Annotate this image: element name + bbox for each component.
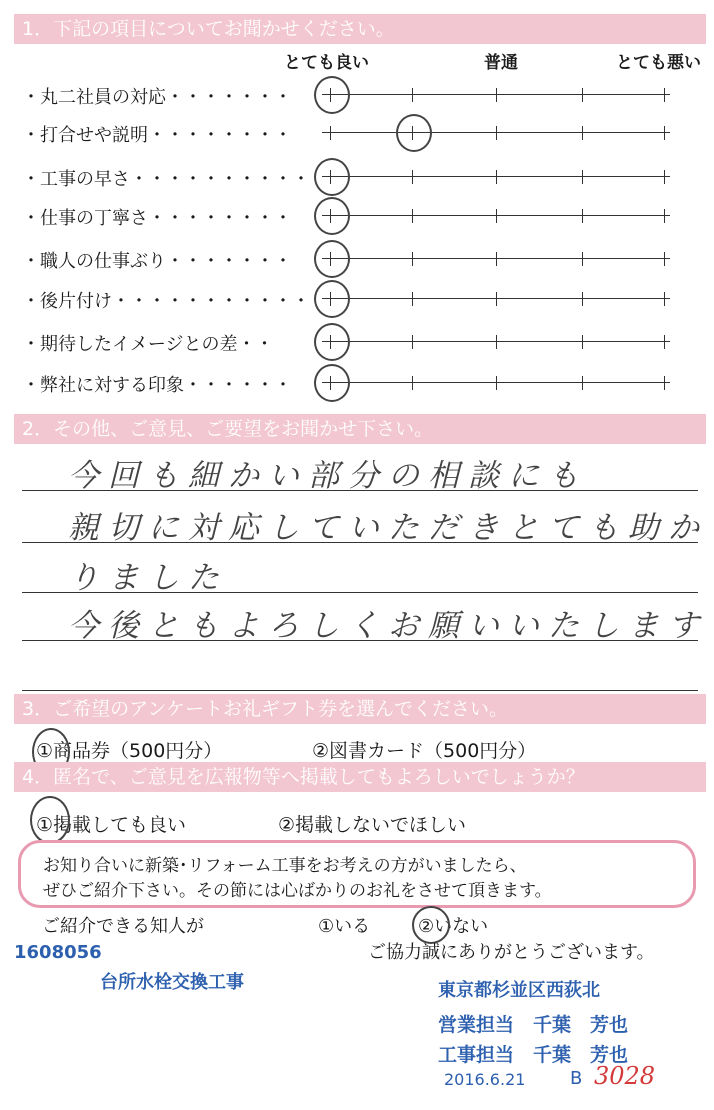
question-label: ・弊社に対する印象・・・・・・	[22, 375, 292, 396]
section3-banner: 3．ご希望のアンケートお礼ギフト券を選んでください。	[14, 694, 706, 724]
scale-tick[interactable]	[496, 170, 497, 184]
scale-tick[interactable]	[496, 252, 497, 266]
handwritten-circle-mark	[314, 280, 350, 318]
scale-tick[interactable]	[412, 209, 413, 223]
scale-tick[interactable]	[664, 335, 665, 349]
referral-label: ご紹介できる知人が	[42, 916, 204, 937]
handwritten-circle-mark	[314, 197, 350, 235]
scale-tick[interactable]	[664, 170, 665, 184]
scale-tick[interactable]	[664, 88, 665, 102]
scale-tick[interactable]	[412, 376, 413, 390]
scale-tick[interactable]	[582, 88, 583, 102]
gift-option-1[interactable]: ①商品券（500円分）	[36, 740, 223, 762]
referral-no-option[interactable]: ②いない	[418, 916, 489, 937]
question-label: ・職人の仕事ぶり・・・・・・・	[22, 251, 292, 272]
scale-tick[interactable]	[496, 376, 497, 390]
scale-tick[interactable]	[582, 335, 583, 349]
referral-yes-option[interactable]: ①いる	[318, 916, 371, 937]
question-label: ・後片付け・・・・・・・・・・・	[22, 291, 310, 312]
notice-line-2: ぜひご紹介下さい。その節には心ばかりのお礼をさせて頂きます。	[43, 881, 552, 901]
scale-tick[interactable]	[496, 209, 497, 223]
publish-option-2[interactable]: ②掲載しないでほしい	[278, 814, 467, 836]
handwritten-circle-mark	[30, 796, 70, 844]
scale-tick[interactable]	[582, 376, 583, 390]
question-label: ・仕事の丁寧さ・・・・・・・・	[22, 208, 292, 229]
scale-tick[interactable]	[412, 88, 413, 102]
scale-tick[interactable]	[582, 126, 583, 140]
rating-scale[interactable]	[322, 94, 670, 95]
handwritten-circle-mark	[314, 364, 350, 402]
handwritten-number: 3028	[594, 1062, 656, 1090]
scale-tick[interactable]	[496, 88, 497, 102]
stamp-job: 台所水栓交換工事	[100, 972, 244, 993]
publish-option-1[interactable]: ①掲載しても良い	[36, 814, 187, 836]
question-label: ・打合せや説明・・・・・・・・	[22, 125, 292, 146]
scale-tick[interactable]	[496, 292, 497, 306]
handwritten-comment-line-1: 今回も細かい部分の相談にも	[68, 458, 588, 494]
rating-scale[interactable]	[322, 341, 670, 342]
stamp-date: 2016.6.21	[444, 1070, 526, 1089]
question-label: ・工事の早さ・・・・・・・・・・	[22, 169, 310, 190]
thanks-message: ご協力誠にありがとうございます。	[368, 942, 655, 963]
scale-tick[interactable]	[664, 209, 665, 223]
referral-notice-box	[18, 840, 696, 908]
scale-tick[interactable]	[664, 126, 665, 140]
section4-banner: 4．匿名で、ご意見を広報物等へ掲載してもよろしいでしょうか？	[14, 762, 706, 792]
rating-scale[interactable]	[322, 258, 670, 259]
stamp-construction: 工事担当 千葉 芳也	[438, 1044, 629, 1066]
rating-scale[interactable]	[322, 298, 670, 299]
scale-tick[interactable]	[582, 209, 583, 223]
gift-option-2[interactable]: ②図書カード（500円分）	[312, 740, 537, 762]
rating-scale[interactable]	[322, 382, 670, 383]
scale-tick[interactable]	[412, 170, 413, 184]
scale-tick[interactable]	[582, 170, 583, 184]
handwritten-circle-mark	[314, 323, 350, 361]
scale-tick[interactable]	[330, 126, 331, 140]
question-label: ・期待したイメージとの差・・	[22, 334, 274, 355]
scale-tick[interactable]	[496, 335, 497, 349]
scale-tick[interactable]	[664, 292, 665, 306]
stamp-id: 1608056	[14, 942, 102, 963]
stamp-address: 東京都杉並区西荻北	[438, 980, 600, 1001]
handwritten-comment-line-2: 親切に対応していただきとても助か	[68, 510, 708, 546]
handwritten-comment-line-4: 今後ともよろしくお願いいたします	[68, 608, 708, 644]
rating-scale[interactable]	[322, 176, 670, 177]
question-label: ・丸二社員の対応・・・・・・・	[22, 87, 292, 108]
stamp-code: B	[570, 1068, 583, 1089]
scale-label-good: とても良い	[284, 53, 369, 73]
scale-tick[interactable]	[664, 252, 665, 266]
comment-line	[22, 690, 698, 691]
section2-banner: 2．その他、ご意見、ご要望をお聞かせ下さい。	[14, 414, 706, 444]
scale-tick[interactable]	[412, 292, 413, 306]
scale-tick[interactable]	[412, 252, 413, 266]
handwritten-circle-mark	[314, 158, 350, 196]
scale-tick[interactable]	[582, 252, 583, 266]
scale-tick[interactable]	[582, 292, 583, 306]
handwritten-circle-mark	[396, 114, 432, 152]
handwritten-circle-mark	[314, 76, 350, 114]
handwritten-comment-line-3: りました	[68, 560, 228, 596]
notice-line-1: お知り合いに新築･リフォーム工事をお考えの方がいましたら、	[43, 856, 527, 876]
scale-tick[interactable]	[496, 126, 497, 140]
scale-label-bad: とても悪い	[616, 53, 701, 73]
rating-scale[interactable]	[322, 132, 670, 133]
scale-label-normal: 普通	[484, 53, 518, 73]
scale-tick[interactable]	[664, 376, 665, 390]
rating-scale[interactable]	[322, 215, 670, 216]
stamp-sales: 営業担当 千葉 芳也	[438, 1014, 629, 1036]
scale-tick[interactable]	[412, 335, 413, 349]
handwritten-circle-mark	[314, 240, 350, 278]
section1-banner: 1．下記の項目についてお聞かせください。	[14, 14, 706, 44]
